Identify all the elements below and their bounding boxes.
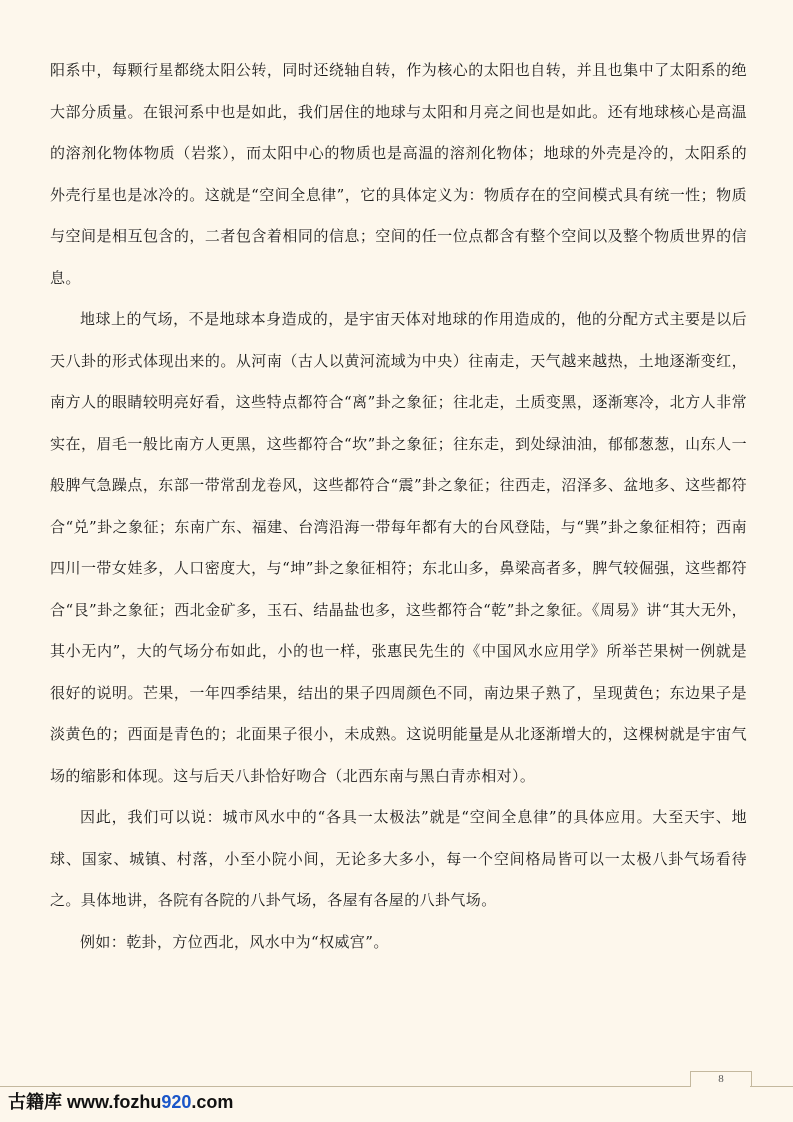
paragraph-earth-qi-field: 地球上的气场，不是地球本身造成的，是宇宙天体对地球的作用造成的，他的分配方式主要是以后天八卦的形式体现出来的。从河南（古人以黄河流域为中央）往南走，天气越来越热，土地逐渐变红，南方人的眼睛较明亮好看，这些特点都符合“离”卦之象征；往北走，土质变黑，逐渐寒冷，北方人非常实在，眉毛一般比南方人更黑，这些都符合“坎”卦之象征；往东走，到处绿油油，郁郁葱葱，山东人一般脾气急躁点，东部一带常刮龙卷风，这些都符合“震”卦之象征；往西走，沼泽多、盆地多、这些都符合“兑”卦之象征；东南广东、福建、台湾沿海一带每年都有大的台风登陆，与“巽”卦之象征相符；西南四川一带女娃多，人口密度大，与“坤”卦之象征相符；东北山多，鼻梁高者多，脾气较倔强，这些都符合“艮”卦之象征；西北金矿多，玉石、结晶盐也多，这些都符合“乾”卦之象征。《周易》讲“其大无外，其小无内”，大的气场分布如此，小的也一样，张惠民先生的《中国风水应用学》所举芒果树一例就是很好的说明。芒果，一年四季结果，结出的果子四周颜色不同，南边果子熟了，呈现黄色；东边果子是淡黄色的；西面是青色的；北面果子很小，未成熟。这说明能量是从北逐渐增大的，这棵树就是宇宙气场的缩影和体现。这与后天八卦恰好吻合（北西东南与黑白青赤相对）。 [50, 310, 747, 785]
paragraph-continued: 阳系中，每颗行星都绕太阳公转，同时还绕轴自转，作为核心的太阳也自转，并且也集中了太阳系的绝大部分质量。在银河系中也是如此，我们居住的地球与太阳和月亮之间也是如此。还有地球核心是高温的溶剂化物体物质（岩浆），而太阳中心的物质也是高温的溶剂化物体；地球的外壳是冷的，太阳系的外壳行星也是冰冷的。这就是“空间全息律”，它的具体定义为：物质存在的空间模式具有统一性；物质与空间是相互包含的，二者包含着相同的信息；空间的任一位点都含有整个空间以及整个物质世界的信息。 [50, 61, 747, 287]
paragraph-example: 例如：乾卦，方位西北，风水中为“权威宫”。 [80, 932, 389, 951]
footer-rule-right [750, 1086, 793, 1087]
paragraph-city-fengshui: 因此，我们可以说：城市风水中的“各具一太极法”就是“空间全息律”的具体应用。大至天宇、地球、国家、城镇、村落，小至小院小间，无论多大多小，每一个空间格局皆可以一太极八卦气场看待之。具体地讲，各院有各院的八卦气场，各屋有各屋的八卦气场。 [50, 808, 747, 909]
page-number: 8 [690, 1071, 752, 1087]
site-watermark[interactable] [8, 1088, 233, 1116]
watermark-suffix: .com [191, 1092, 234, 1112]
watermark-number: 920 [161, 1092, 192, 1112]
watermark-prefix: 古籍库 www.fozhu [8, 1092, 162, 1112]
footer-rule [0, 1086, 690, 1087]
body-text [50, 50, 747, 963]
